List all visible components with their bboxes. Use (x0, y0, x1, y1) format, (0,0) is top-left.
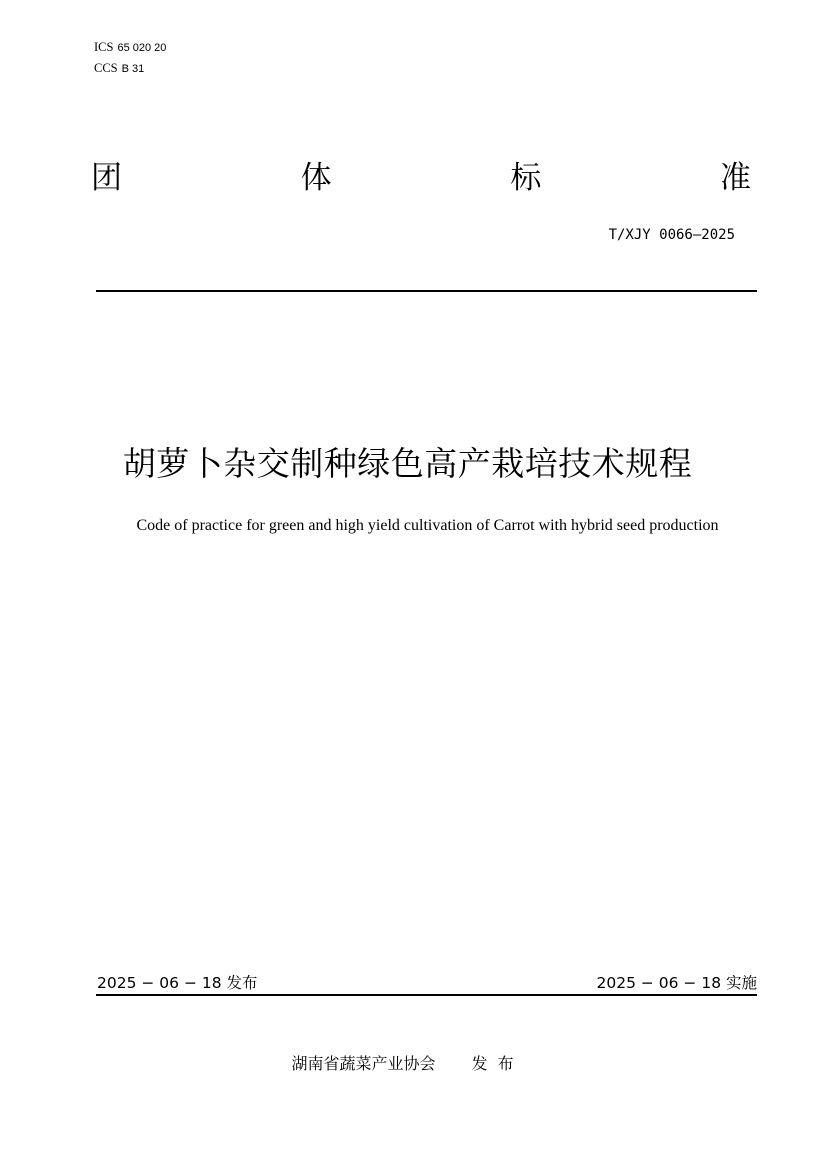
publish-date: 2025 − 06 − 18 发布 (97, 974, 258, 992)
ics-value: 65 020 20 (117, 42, 167, 54)
standard-number: T/XJY 0066—2025 (608, 227, 735, 243)
publisher-line (0, 1053, 815, 1075)
footer-divider (96, 994, 757, 996)
title-english: Code of practice for green and high yield cultivation of Carrot with hybrid seed production (136, 517, 719, 534)
standard-type-char: 标 (510, 160, 542, 196)
standard-type-char: 体 (300, 160, 332, 196)
implement-date: 2025 − 06 − 18 实施 (596, 974, 757, 992)
standard-type-char: 团 (91, 160, 122, 196)
publisher-name: 湖南省蔬菜产业协会 (291, 1054, 436, 1073)
publisher-action: 发布 (471, 1054, 524, 1073)
ics-label: ICS (94, 40, 114, 54)
ccs-label: CCS (94, 61, 118, 75)
header-divider (96, 290, 757, 292)
ics-line (94, 40, 166, 55)
title-chinese: 胡萝卜杂交制种绿色高产栽培技术规程 (122, 444, 693, 483)
standard-type-heading (91, 158, 751, 198)
ccs-line (94, 61, 144, 76)
ccs-value: B 31 (121, 63, 145, 75)
standard-type-char: 准 (719, 160, 751, 196)
